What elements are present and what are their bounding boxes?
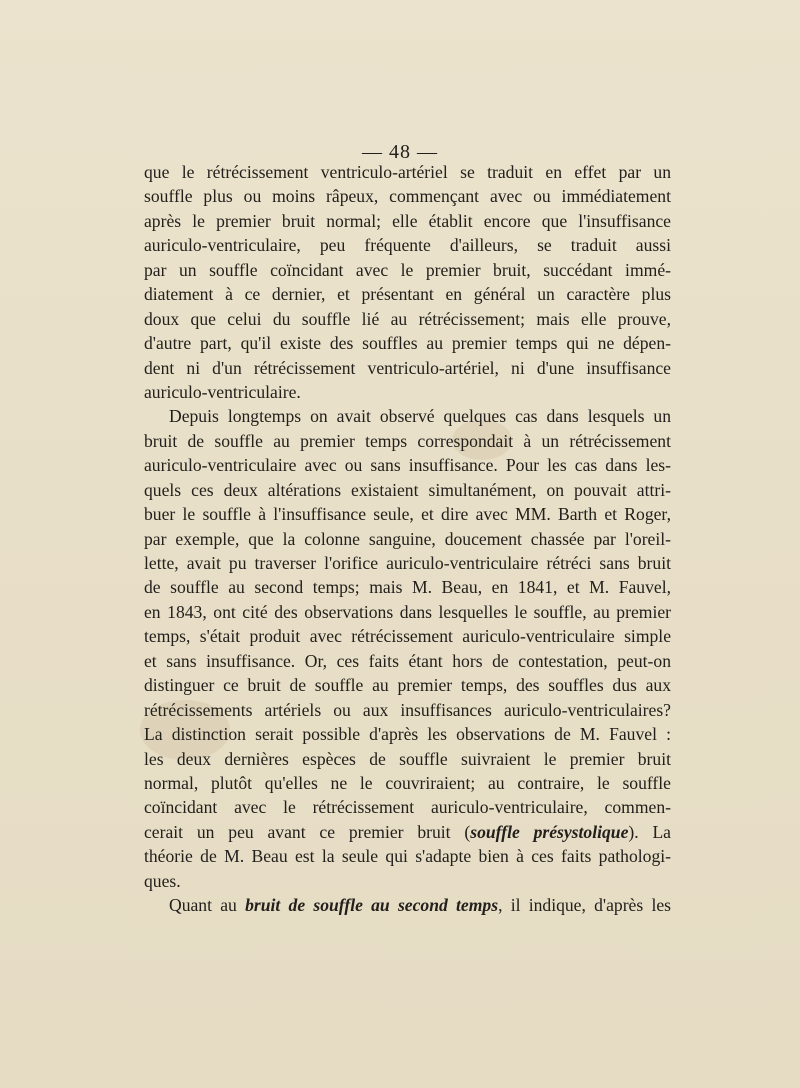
page-number: — 48 — — [362, 141, 438, 163]
text-line: coïncidant avec le rétrécissement auriculo-ventriculaire, commen- — [144, 797, 671, 818]
text-line: distinguer ce bruit de souffle au premier temps, des souffles dus aux — [144, 675, 671, 696]
text-line: bruit de souffle au premier temps correspondait à un rétrécissement — [144, 430, 671, 451]
text-line: les deux dernières espèces de souffle suivraient le premier bruit — [144, 748, 671, 769]
text-line: auriculo-ventriculaire avec ou sans insuffisance. Pour les cas dans les- — [144, 455, 671, 476]
body-text — [144, 160, 671, 918]
text-line: par exemple, que la colonne sanguine, doucement chassée par l'oreil- — [144, 528, 671, 549]
text-line: rétrécissements artériels ou aux insuffisances auriculo-ventriculaires? — [144, 699, 671, 720]
text-line: Depuis longtemps on avait observé quelques cas dans lesquels un — [169, 406, 671, 427]
text-line: d'autre part, qu'il existe des souffles au premier temps qui ne dépen- — [144, 333, 671, 354]
text-segment: cerait un peu avant ce premier bruit ( — [144, 821, 471, 842]
text-line: que le rétrécissement ventriculo-artériel se traduit en effet par un — [144, 162, 671, 182]
text-line: en 1843, ont cité des observations dans lesquelles le souffle, au premier — [144, 601, 671, 622]
text-line: lette, avait pu traverser l'orifice auriculo-ventriculaire rétréci sans bruit — [144, 553, 671, 573]
text-line-with-emphasis — [144, 893, 671, 917]
text-segment: ). La — [628, 821, 671, 842]
text-line: souffle plus ou moins râpeux, commençant avec ou immédiatement — [144, 186, 671, 207]
text-line: et sans insuffisance. Or, ces faits étant hors de contestation, peut-on — [144, 650, 671, 671]
text-line: théorie de M. Beau est la seule qui s'adapte bien à ces faits pathologi- — [144, 846, 671, 867]
text-line: dent ni d'un rétrécissement ventriculo-artériel, ni d'une insuffisance — [144, 357, 671, 378]
text-line: temps, s'était produit avec rétrécissement auriculo-ventriculaire simple — [144, 626, 671, 647]
text-line: de souffle au second temps; mais M. Beau, en 1841, et M. Fauvel, — [144, 577, 671, 598]
text-line: quels ces deux altérations existaient simultanément, on pouvait attri- — [144, 479, 671, 500]
emphasized-term: bruit de souffle au second temps — [245, 895, 499, 916]
text-line: normal, plutôt qu'elles ne le couvriraient; au contraire, le souffle — [144, 772, 671, 793]
text-line: doux que celui du souffle lié au rétrécissement; mais elle prouve, — [144, 308, 671, 329]
text-line-with-emphasis — [144, 820, 671, 844]
text-line: après le premier bruit normal; elle établit encore que l'insuffisance — [144, 210, 671, 231]
text-line: auriculo-ventriculaire, peu fréquente d'ailleurs, se traduit aussi — [144, 235, 671, 256]
text-segment: Quant au — [169, 895, 246, 916]
text-line: buer le souffle à l'insuffisance seule, et dire avec MM. Barth et Roger, — [144, 504, 671, 525]
text-line: La distinction serait possible d'après les observations de M. Fauvel : — [144, 724, 671, 745]
text-segment: , il indique, d'après les — [498, 895, 671, 916]
text-line: ques. — [144, 870, 181, 891]
text-line: auriculo-ventriculaire. — [144, 381, 301, 402]
text-line: diatement à ce dernier, et présentant en général un caractère plus — [144, 284, 671, 305]
text-line: par un souffle coïncidant avec le premier bruit, succédant immé- — [144, 259, 671, 280]
emphasized-term: souffle présystolique — [470, 821, 629, 842]
